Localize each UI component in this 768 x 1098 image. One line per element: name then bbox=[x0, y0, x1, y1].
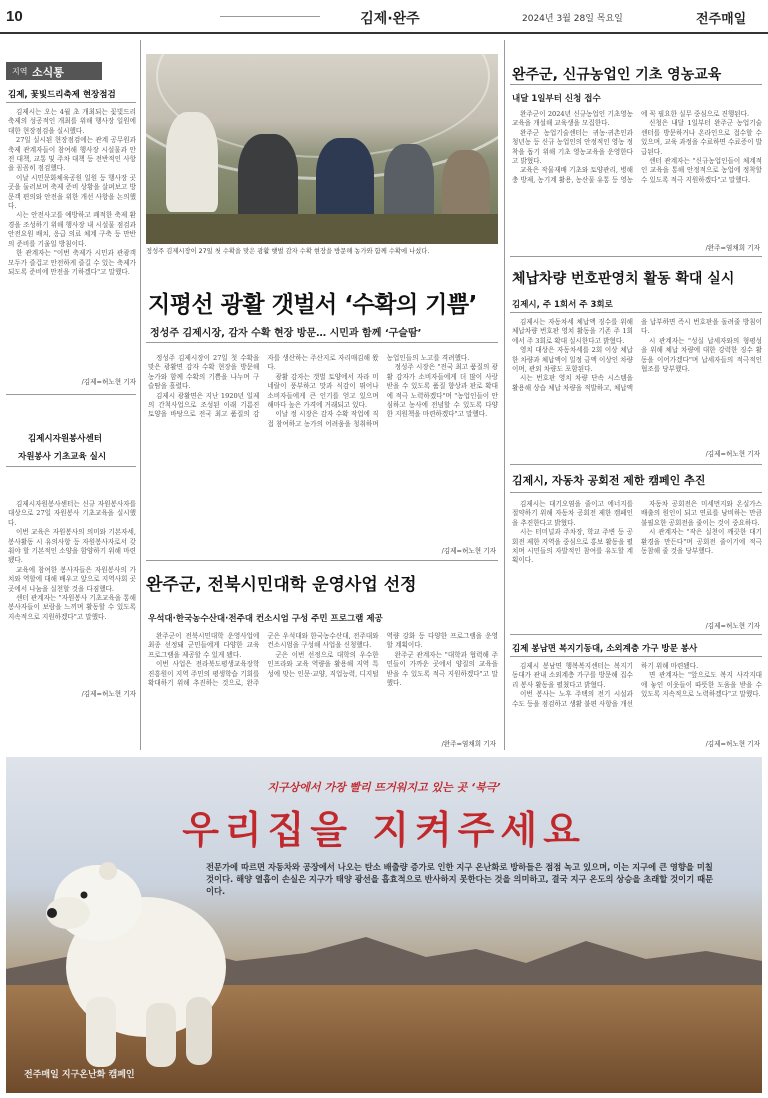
bottom-headline: 완주군, 전북시민대학 운영사업 선정 bbox=[146, 575, 417, 595]
right4-headline: 김제 봉남면 복지기동대, 소외계층 가구 방문 봉사 bbox=[512, 644, 698, 654]
sidebar-item2-subtitle: 자원봉사 기초교육 실시 bbox=[18, 452, 107, 462]
section-title: 김제·완주 bbox=[330, 8, 450, 28]
divider bbox=[510, 492, 762, 493]
sidebar-item1-title: 김제, 꽃빛드리축제 현장점검 bbox=[8, 90, 116, 100]
paper-name: 전주매일 bbox=[696, 12, 747, 27]
field-soil bbox=[146, 214, 498, 244]
ad-slogan: 지구상에서 가장 빨리 뜨거워지고 있는 곳 ‘북극’ bbox=[267, 781, 501, 794]
main-story-photo bbox=[146, 54, 498, 244]
right2-body: 김제시는 자동차세 체납액 징수를 위해 체납차량 번호판 영치 활동을 기존 주 1회에서 주 3회로 확대 실시한다고 밝혔다. 영치 대상은 자동차세를 2회 이상 체납한 차량과 체납액이 일정 금액 이상인 차량이며, 관외 차량도 포함된다. 시는 번호판 영치 차량 단속 시스템을 활용해 상습 체납 차량을 적발하고, 체납액을 납부하면 즉시 번호판을 돌려줄 방침이다. 시 관계자는 "성실 납세자와의 형평성을 위해 체납 차량에 대한 강력한 징수 활동을 이어가겠다"며 납세자들의 적극적인 협조를 당부했다. bbox=[512, 318, 762, 392]
top-right-headline: 완주군, 신규농업인 기초 영농교육 bbox=[512, 67, 722, 83]
right3-body: 김제시는 대기오염을 줄이고 에너지를 절약하기 위해 자동차 공회전 제한 캠페인을 추진한다고 밝혔다. 시는 터미널과 주차장, 학교 주변 등 공회전 제한 지역을 중심으로 홍보 활동을 펼치며 시민들의 자발적인 참여를 유도할 계획이다. 자동차 공회전은 미세먼지와 온실가스 배출의 원인이 되고 연료를 낭비하는 만큼 불필요한 공회전을 줄이는 것이 중요하다. 시 관계자는 "작은 실천이 깨끗한 대기 환경을 만든다"며 공회전 줄이기에 적극 동참해 줄 것을 당부했다. bbox=[512, 500, 762, 565]
photo-caption: 정성주 김제시장이 27일 첫 수확을 맞은 광활 햇벌 감자 수확 현장을 방문해 농가와 함께 수확에 나섰다. bbox=[146, 248, 430, 255]
main-headline: 지평선 광활 갯벌서 ‘수확의 기쁨’ bbox=[148, 292, 477, 318]
right2-byline: /김제=허노현 기자 bbox=[705, 450, 760, 458]
sidebar-item2-byline: /김제=허노현 기자 bbox=[81, 690, 136, 698]
right2-subhead: 김제시, 주 1회서 주 3회로 bbox=[512, 300, 613, 310]
ad-credit: 전주매일 지구온난화 캠페인 bbox=[24, 1070, 135, 1080]
main-story-byline: /김제=허노현 기자 bbox=[441, 547, 496, 555]
sidebar-tag-small: 지역 bbox=[12, 67, 28, 76]
column-rule bbox=[504, 40, 505, 750]
sidebar-item1-body: 김제시는 오는 4월 초 개최되는 꽃빛드리축제의 성공적인 개최를 위해 행사장 일원에 대한 현장점검을 실시했다. 27일 실시된 현장점검에는 관계 공무원과 축제 관계자들이 참여해 행사장 시설물과 안전 대책, 교통 및 주차 대책 등 전반적인 사항을 꼼꼼히 점검했다. 이날 시민문화체육공원 일원 등 행사장 곳곳을 둘러보며 축제 준비 상황을 살펴보고 방문객 편의와 안전을 위한 개선 사항을 논의했다. 시는 안전사고를 예방하고 쾌적한 축제 환경을 조성하기 위해 행사장 내 시설물 점검과 안전요원 배치, 응급 의료 체계 구축 등 만반의 준비를 기울일 방침이다. 한 관계자는 "이번 축제가 시민과 관광객 모두가 즐겁고 안전하게 즐길 수 있는 축제가 되도록 준비에 만전을 기하겠다"고 말했다. bbox=[8, 108, 136, 276]
ad-body: 전문가에 따르면 자동차와 공장에서 나오는 탄소 배출량 증가로 인한 지구 온난화로 방하들은 점점 녹고 있으며, 이는 지구에 큰 영향을 미칠 것이다. 해양 열흡이 손실은 지구가 태양 광선을 흡효적으로 반사하지 못한다는 것을 의미하고, 결국 지구 온도의 상승을 초래할 것이기 때문이다. bbox=[206, 862, 714, 896]
divider bbox=[510, 656, 762, 657]
right4-byline: /김제=허노현 기자 bbox=[705, 740, 760, 748]
page-number: 10 bbox=[6, 8, 23, 25]
divider bbox=[6, 102, 136, 103]
divider bbox=[510, 464, 762, 465]
right3-byline: /김제=허노현 기자 bbox=[705, 622, 760, 630]
top-right-subhead: 내달 1일부터 신청 접수 bbox=[512, 94, 601, 104]
main-subhead: 정성주 김제시장, 감자 수확 현장 방문… 시민과 함께 ‘구슬땀’ bbox=[150, 328, 422, 339]
divider bbox=[146, 342, 498, 343]
sidebar-item2-title: 김제시자원봉사센터 bbox=[28, 434, 102, 444]
bottom-subhead: 우석대·한국농수산대·전주대 컨소시엄 구성 주민 프로그램 제공 bbox=[148, 614, 383, 624]
divider bbox=[6, 466, 136, 467]
sidebar-tag-big: 소식통 bbox=[32, 66, 64, 79]
climate-campaign-ad bbox=[6, 757, 762, 1093]
right2-headline: 체납차량 번호판영치 활동 확대 실시 bbox=[512, 271, 735, 287]
polar-bear-graphic bbox=[26, 817, 226, 1077]
right4-body: 김제시 봉남면 행복복지센터는 복지기동대가 관내 소외계층 가구를 방문해 집수리 봉사 활동을 펼쳤다고 밝혔다. 이번 봉사는 노후 주택의 전기 시설과 수도 등을 점검하고 생활 불편 사항을 개선하기 위해 마련됐다. 면 관계자는 "앞으로도 복지 사각지대에 놓인 이웃들이 따뜻한 도움을 받을 수 있도록 지속적으로 노력하겠다"고 말했다. bbox=[512, 662, 762, 708]
divider bbox=[510, 634, 762, 635]
sidebar-tag bbox=[6, 62, 102, 80]
bottom-story-body: 완주군이 전북시민대학 운영사업에 최종 선정돼 군민들에게 다양한 교육 프로그램을 제공할 수 있게 됐다. 이번 사업은 전라북도평생교육장학진흥원이 지역 주민의 평생학습 기회를 확대하기 위해 추진하는 것으로, 완주군은 우석대와 한국농수산대, 전주대와 컨소시엄을 구성해 사업을 신청했다. 군은 이번 선정으로 대학의 우수한 인프라와 교육 역량을 활용해 지역 특성에 맞는 인문·교양, 직업능력, 디지털 역량 강화 등 다양한 프로그램을 운영할 계획이다. 완주군 관계자는 "대학과 협력해 주민들이 가까운 곳에서 양질의 교육을 받을 수 있도록 적극 지원하겠다"고 말했다. bbox=[148, 632, 498, 688]
sidebar-item2-body: 김제시자원봉사센터는 신규 자원봉사자를 대상으로 27일 자원봉사 기초교육을 실시했다. 이번 교육은 자원봉사의 의미와 기본자세, 봉사활동 시 유의사항 등 자원봉사자로서 갖춰야 할 기본적인 소양을 함양하기 위해 마련됐다. 교육에 참여한 봉사자들은 자원봉사의 가치와 역할에 대해 배우고 앞으로 지역사회 곳곳에서 나눔을 실천할 것을 다짐했다. 센터 관계자는 "자원봉사 기초교육을 통해 봉사자들이 보람을 느끼며 활동할 수 있도록 지속적으로 지원하겠다"고 말했다. bbox=[8, 500, 136, 621]
ad-title: 우리집을 지켜주세요 bbox=[182, 808, 586, 852]
divider bbox=[510, 312, 762, 313]
main-story-body: 정성주 김제시장이 27일 첫 수확을 맞은 광활면 감자 수확 현장을 방문해 농가와 함께 수확의 기쁨을 나누며 구슬땀을 흘렸다. 김제시 광활면은 지난 1920년 일제의 간척사업으로 조성된 이래 기름진 토양을 바탕으로 전국 최고 품질의 감자를 생산하는 주산지로 자리매김해 왔다. 광활 감자는 갯벌 토양에서 자라 미네랄이 풍부하고 맛과 식감이 뛰어나 소비자들에게 큰 인기를 얻고 있으며 해마다 높은 가격에 거래되고 있다. 이날 정 시장은 감자 수확 작업에 직접 참여하고 농가의 어려움을 청취하며 농업인들의 노고를 격려했다. 정성주 시장은 "전국 최고 품질의 광활 감자가 소비자들에게 더 많이 사랑받을 수 있도록 품질 향상과 판로 확대에 적극 노력하겠다"며 "농업인들이 안심하고 농사에 전념할 수 있도록 다양한 지원책을 마련하겠다"고 말했다. bbox=[148, 354, 498, 428]
divider bbox=[510, 256, 762, 257]
person-figure bbox=[166, 112, 218, 212]
divider bbox=[146, 560, 498, 561]
divider bbox=[510, 84, 762, 85]
top-right-body: 완주군이 2024년 신규농업인 기초영농교육을 개설해 교육생을 모집한다. 완주군 농업기술센터는 귀농·귀촌인과 청년농 등 신규 농업인의 안정적인 영농 정착을 돕기 위해 기초 영농교육을 운영한다고 밝혔다. 교육은 작물재배 기초와 토양관리, 병해충 방제, 농기계 활용, 농산물 유통 등 영농에 꼭 필요한 실무 중심으로 진행된다. 신청은 내달 1일부터 완주군 농업기술센터를 방문하거나 온라인으로 접수할 수 있으며, 교육 과정을 수료하면 수료증이 발급된다. 센터 관계자는 "신규농업인들이 체계적인 교육을 통해 안정적으로 농업에 정착할 수 있도록 적극 지원하겠다"고 말했다. bbox=[512, 110, 762, 184]
sidebar-item1-byline: /김제=허노현 기자 bbox=[81, 378, 136, 386]
top-right-byline: /완주=염채희 기자 bbox=[705, 244, 760, 252]
right3-headline: 김제시, 자동차 공회전 제한 캠페인 추진 bbox=[512, 474, 706, 487]
bottom-story-byline: /완주=염채희 기자 bbox=[441, 740, 496, 748]
divider bbox=[6, 394, 136, 395]
header-rule bbox=[0, 32, 768, 34]
publication-date: 2024년 3월 28일 목요일 bbox=[522, 14, 623, 24]
column-rule bbox=[140, 40, 141, 750]
